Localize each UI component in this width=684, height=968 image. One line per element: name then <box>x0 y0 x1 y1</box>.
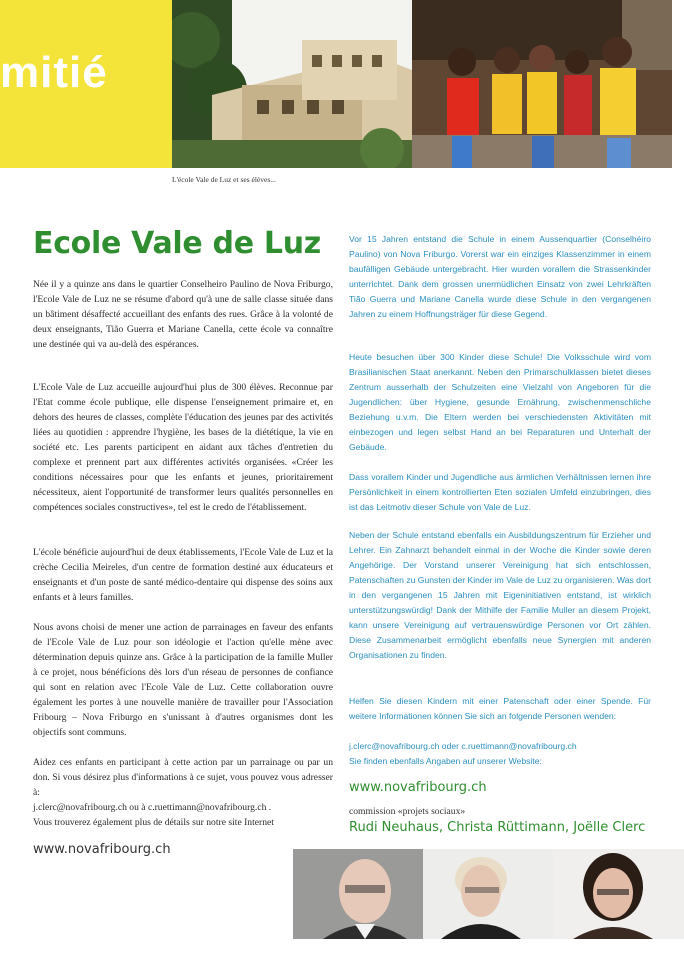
portrait-joelle-clerc <box>553 849 684 939</box>
fr-paragraph-4: Nous avons choisi de mener une action de parrainages en faveur des enfants de l'Ecole Vale de Luz pour son idéologie et l'action qu'elle mène avec détermination depuis quinze ans. Grâce à la participation de la famille Muller à ce projet, nous bénéficions dès lors d'un réseau de personnes de confiance qui sont en relation avec l'Ecole Vale de Luz. Cette collaboration ouvre également les portes à une nouvelle manière de travailler pour l'Association Fribourg – Nova Friburgo en s'unissant à d'autres organismes dont les objectifs sont communs. <box>33 622 333 738</box>
section-header-block <box>0 0 172 168</box>
photo-caption: L'école Vale de Luz et ses élèves... <box>172 175 276 184</box>
section-label: mitié <box>0 48 108 97</box>
de-paragraph-5: Helfen Sie diesen Kindern mit einer Patenschaft oder einer Spende. Für weitere Informationen können Sie sich an folgende Personen wenden: <box>349 696 651 721</box>
website-link-left[interactable]: www.novafribourg.ch <box>33 842 171 857</box>
author-names: Rudi Neuhaus, Christa Rüttimann, Joëlle Clerc <box>349 820 646 835</box>
fr-paragraph-5: Aidez ces enfants en participant à cette action par un parrainage ou par un don. Si vous désirez plus d'informations à ce sujet, vous pouvez vous adresser à: <box>33 757 333 798</box>
fr-paragraph-3: L'école bénéficie aujourd'hui de deux établissements, l'Ecole Vale de Luz et la crèche Cecilia Meireles, d'un centre de formation destiné aux éducateurs et enseignants et d'un poste de santé médico-dentaire qui dispense des soins aux enfants et à leurs familles. <box>33 547 333 603</box>
banner <box>0 0 684 170</box>
de-paragraph-6: Sie finden ebenfalls Angaben auf unserer Website: <box>349 756 542 766</box>
fr-paragraph-1: Née il y a quinze ans dans le quartier Conselheiro Paulino de Nova Friburgo, l'Ecole Vale de Luz ne se résume d'abord qu'à une de salle classe située dans un bâtiment désaffecté accueillant des enfants des rues. Grâce à la volonté de deux enseignants, Tião Guerra et Mariane Canella, cette école va connaître une destinée qui va au-delà des espérances. <box>33 279 333 350</box>
students-photo <box>412 0 672 168</box>
fr-paragraph-6: Vous trouverez également plus de détails sur notre site Internet <box>33 817 274 828</box>
de-paragraph-3: Dass vorallem Kinder und Jugendliche aus ärmlichen Verhältnissen lernen ihre Persönlichkeit in einem kontrollierten Eten sozialen Umfeld einzubringen, dies ist das Leitmotiv dieser Schule von Vale de Luz. <box>349 472 651 512</box>
article-title: Ecole Vale de Luz <box>33 226 321 261</box>
fr-paragraph-2: L'Ecole Vale de Luz accueille aujourd'hui plus de 300 élèves. Reconnue par l'Etat comme école publique, elle dispense l'enseignement primaire et, en dehors des heures de classes, complète l'éducation des jeunes par des activités liées au quotidien : apprendre l'hygiène, les bases de la diététique, la vie en société etc. Les parents participent en aidant aux tâches d'entretien du complexe et prennent part aux différentes activités organisées. «Créer les conditions nécessaires pour que les enfants et jeunes, prioritairement nécessiteux, aient l'opportunité de transformer leurs qualités personnelles en compétences sociales constructives», tel est le credo de l'établissement. <box>33 382 333 513</box>
de-paragraph-1: Vor 15 Jahren entstand die Schule in einem Aussenquartier (Conselhéiro Paulino) von Nova Friburgo. Vorerst war ein einziges Klassenzimmer in einem baufälligen Gebäude untergebracht. Hier wurden vorallem die Strassenkinder unterrichtet. Dank dem grossen unermüdlichen Einsatz von zwei Lehrkräften Tião Guerra und Mariane Canella wurde diese Schule in den vergangenen Jahren zu einem Hoffnungsträger für diese Gegend. <box>349 234 651 319</box>
de-contact-emails: j.clerc@novafribourg.ch oder c.ruettimann@novafribourg.ch <box>349 741 577 751</box>
school-building-photo <box>172 0 412 168</box>
commission-label: commission «projets sociaux» <box>349 806 466 817</box>
de-paragraph-4: Neben der Schule entstand ebenfalls ein Ausbildungszentrum für Erzieher und Lehrer. Ein Zahnarzt behandelt einmal in der Woche die Kinder sowie deren Angehörige. Der Vorstand unserer Vereinigung hat sich entschlossen, Patenschaften zu Gunsten der Kinder im Vale de Luz zu organisieren. Was dort in den vergangenen 15 Jahren mit Eigeninitiativen entstand, ist wirklich unterstützungswürdig! Dank der Mithilfe der Familie Muller an diesem Projekt, kann unsere Vereinigung auf vertrauenswürdige Personen vor Ort zählen. Diese Zusammenarbeit ermöglicht ebenfalls neue Synergien mit anderen Organisationen zu finden. <box>349 530 651 660</box>
portrait-christa-ruttimann <box>423 849 553 939</box>
fr-contact-emails: j.clerc@novafribourg.ch ou à c.ruettimann@novafribourg.ch . <box>33 802 272 813</box>
portrait-rudi-neuhaus <box>293 849 423 939</box>
de-paragraph-2: Heute besuchen über 300 Kinder diese Schule! Die Volksschule wird vom Brasilianischen Staat anerkannt. Neben den Primarschulklassen bietet dieses Zentrum ausserhalb der Schulzeiten eine Vielzahl von Angeboren für die Jugendlichen: über Hygiene, gesunde Ernährung, zwischenmenschliche Beziehung u.v.m. Die Eltern werden bei verschiedensten Aktivitäten mit einbezogen und legen selbst Hand an bei Reparaturen und Unterhalt der Gebäude. <box>349 352 651 452</box>
website-link-right[interactable]: www.novafribourg.ch <box>349 780 487 795</box>
